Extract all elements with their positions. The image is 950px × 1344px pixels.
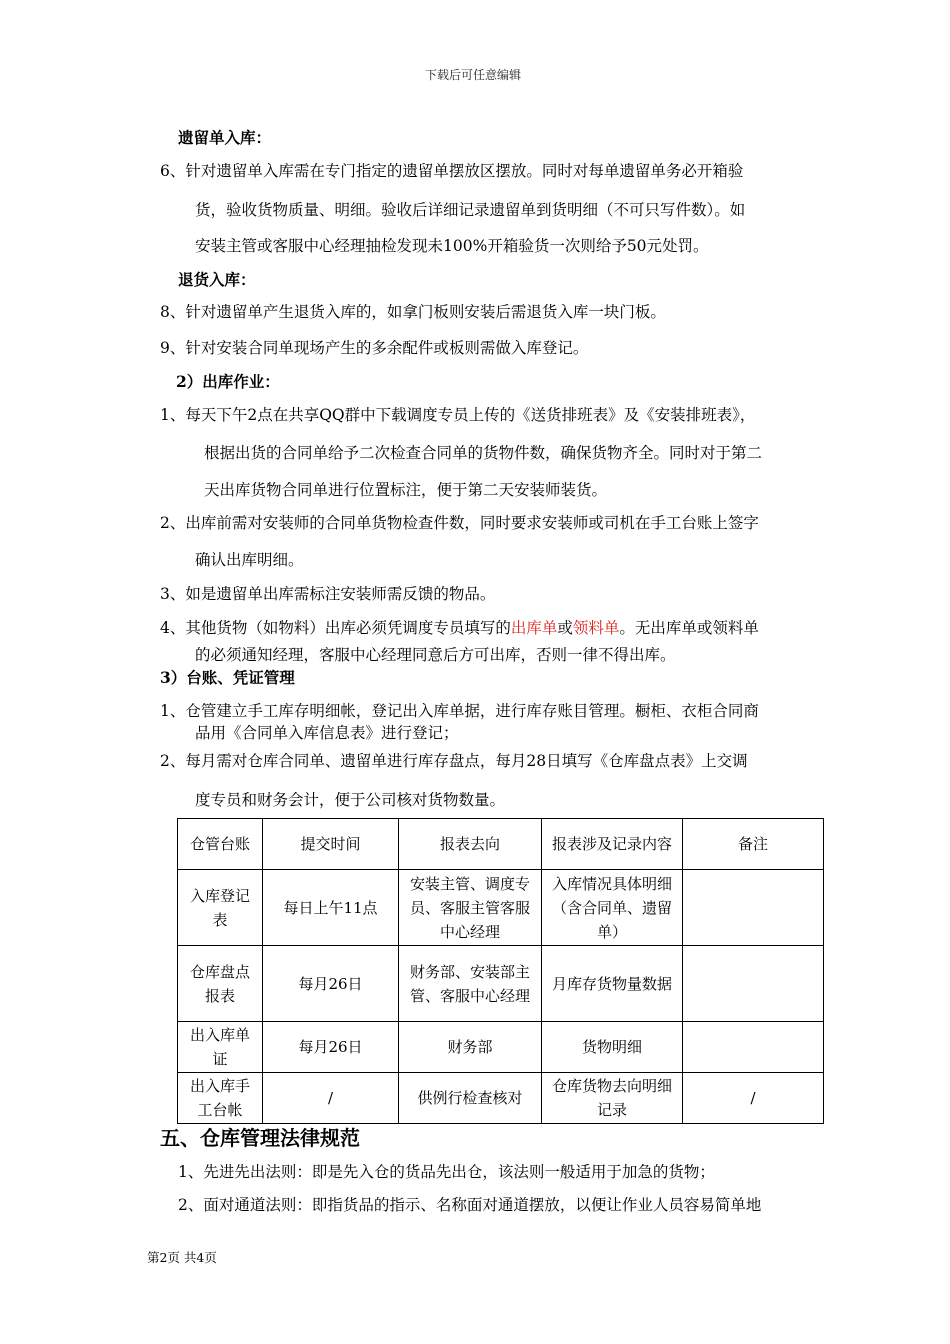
paragraph-line: 1、仓管建立手工库存明细帐，登记出入库单据，进行库存账目管理。橱柜、衣柜合同商	[160, 702, 759, 720]
requisition-slip-highlight: 领料单	[572, 619, 620, 637]
page-header: 下载后可任意编辑	[425, 68, 522, 82]
table-cell: 仓库货物去向明细记录	[542, 1073, 683, 1124]
paragraph-line: 安装主管或客服中心经理抽检发现未100%开箱验货一次则给予50元处罚。	[195, 237, 709, 255]
paragraph-line: 天出库货物合同单进行位置标注，便于第二天安装师装货。	[204, 481, 608, 499]
paragraph-line: 3、如是遗留单出库需标注安装师需反馈的物品。	[160, 585, 496, 603]
table-cell: /	[263, 1073, 399, 1124]
paragraph-line: 品用《合同单入库信息表》进行登记；	[195, 724, 459, 742]
table-cell: 每月26日	[263, 1022, 399, 1073]
table-row	[178, 946, 824, 1022]
table-cell: 每日上午11点	[263, 870, 399, 946]
table-cell: 货物明细	[542, 1022, 683, 1073]
header-cell: 报表去向	[399, 819, 542, 870]
text-run: 4、其他货物（如物料）出库必须凭调度专员填写的	[160, 619, 511, 637]
paragraph-line	[160, 618, 759, 638]
table-cell: 仓库盘点报表	[178, 946, 263, 1022]
paragraph-line: 根据出货的合同单给予二次检查合同单的货物件数，确保货物齐全。同时对于第二	[204, 444, 763, 462]
paragraph-line: 货，验收货物质量、明细。验收后详细记录遗留单到货明细（不可只写件数）。如	[195, 201, 746, 219]
ledger-table	[177, 818, 824, 1124]
paragraph-line: 6、针对遗留单入库需在专门指定的遗留单摆放区摆放。同时对每单遗留单务必开箱验	[160, 162, 744, 180]
paragraph-line: 度专员和财务会计，便于公司核对货物数量。	[195, 791, 506, 809]
text-run: 或	[557, 619, 573, 637]
table-row	[178, 1073, 824, 1124]
table-header-row	[178, 819, 824, 870]
table-cell: 财务部、安装部主管、客服中心经理	[399, 946, 542, 1022]
table-row	[178, 1022, 824, 1073]
table-cell	[683, 946, 824, 1022]
section-heading-law: 五、仓库管理法律规范	[160, 1126, 360, 1150]
table-cell: 每月26日	[263, 946, 399, 1022]
table-row	[178, 870, 824, 946]
header-cell: 备注	[683, 819, 824, 870]
table-cell: /	[683, 1073, 824, 1124]
paragraph-line: 的必须通知经理，客服中心经理同意后方可出库，否则一律不得出库。	[195, 646, 676, 664]
outbound-slip-highlight: 出库单	[510, 619, 558, 637]
table-cell: 安装主管、调度专员、客服主管客服中心经理	[399, 870, 542, 946]
section-title-return: 退货入库：	[178, 270, 256, 289]
section-title-remnant: 遗留单入库：	[178, 128, 272, 147]
text-run: 。无出库单或领料单	[619, 619, 759, 637]
paragraph-line: 确认出库明细。	[195, 551, 304, 569]
table-cell: 财务部	[399, 1022, 542, 1073]
paragraph-line: 8、针对遗留单产生退货入库的，如拿门板则安装后需退货入库一块门板。	[160, 303, 666, 321]
header-cell: 报表涉及记录内容	[542, 819, 683, 870]
paragraph-line: 9、针对安装合同单现场产生的多余配件或板则需做入库登记。	[160, 339, 589, 357]
table-cell: 入库情况具体明细（含合同单、遗留单）	[542, 870, 683, 946]
table-cell: 月库存货物量数据	[542, 946, 683, 1022]
page-footer: 第2页 共4页	[147, 1250, 217, 1265]
paragraph-line: 1、每天下午2点在共享QQ群中下载调度专员上传的《送货排班表》及《安装排班表》，	[160, 406, 756, 424]
section-title-outbound: 2）出库作业：	[176, 372, 280, 391]
paragraph-line: 1、先进先出法则：即是先入仓的货品先出仓，该法则一般适用于加急的货物；	[178, 1163, 715, 1181]
table-cell	[683, 870, 824, 946]
header-cell: 提交时间	[263, 819, 399, 870]
table-cell: 供例行检查核对	[399, 1073, 542, 1124]
header-cell: 仓管台账	[178, 819, 263, 870]
table-cell: 出入库手工台帐	[178, 1073, 263, 1124]
paragraph-line: 2、面对通道法则：即指货品的指示、名称面对通道摆放，以便让作业人员容易简单地	[178, 1196, 762, 1214]
table-cell: 出入库单证	[178, 1022, 263, 1073]
table-cell	[683, 1022, 824, 1073]
paragraph-line: 2、出库前需对安装师的合同单货物检查件数，同时要求安装师或司机在手工台账上签字	[160, 514, 759, 532]
paragraph-line: 2、每月需对仓库合同单、遗留单进行库存盘点，每月28日填写《仓库盘点表》上交调	[160, 752, 748, 770]
section-title-ledger: 3）台账、凭证管理	[160, 668, 295, 687]
table-cell: 入库登记表	[178, 870, 263, 946]
